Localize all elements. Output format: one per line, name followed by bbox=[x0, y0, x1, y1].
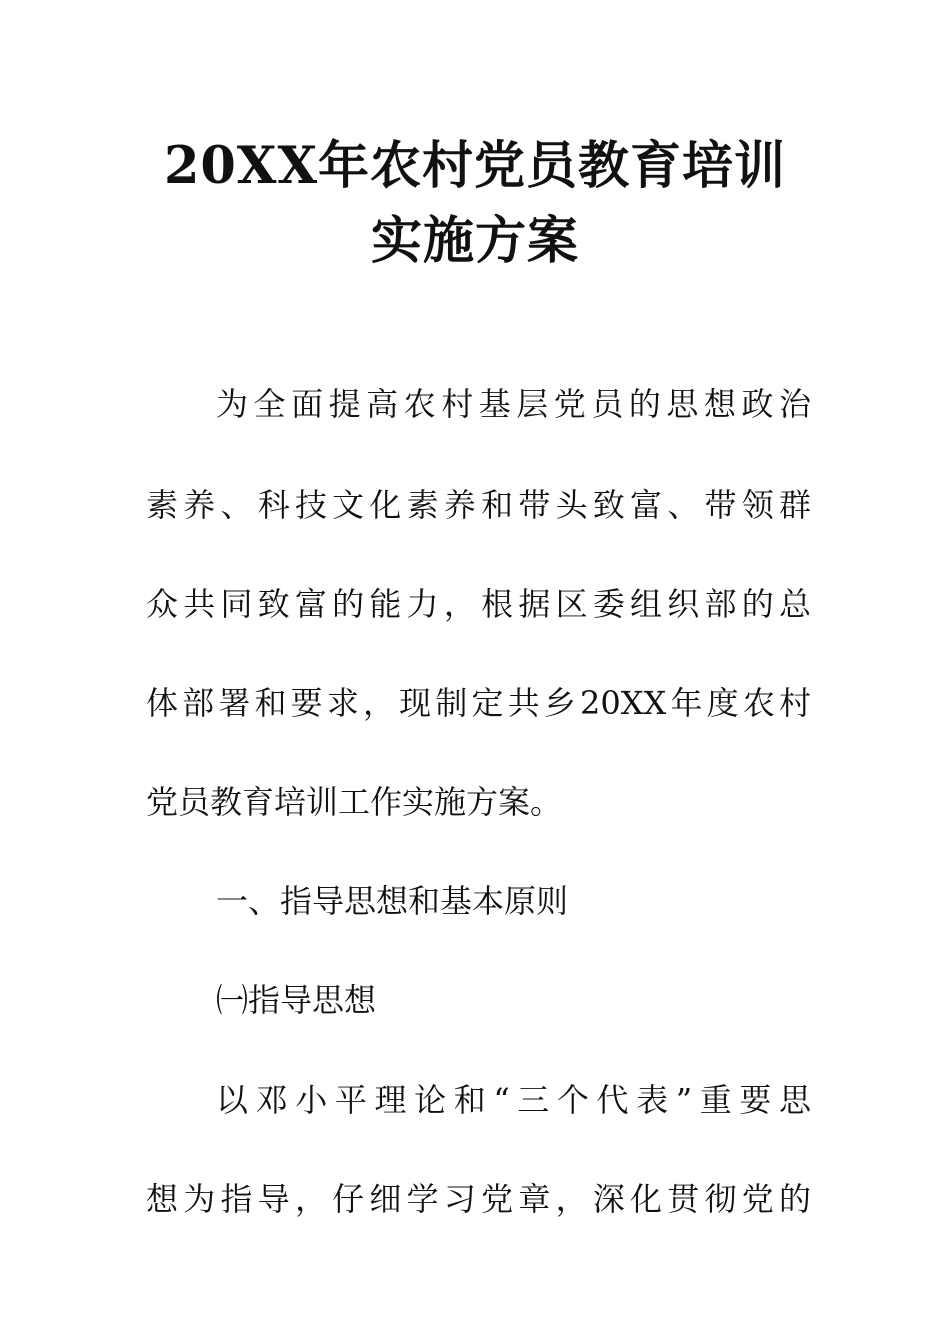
document-title-line-1: 20XX年农村党员教育培训 bbox=[163, 136, 787, 196]
document-title-line-2: 实施方案 bbox=[370, 211, 579, 271]
paragraph-1-line-3: 众共同致富的能力，根据区委组织部的总 bbox=[146, 585, 811, 623]
paragraph-1-line-1: 为全面提高农村基层党员的思想政治 bbox=[216, 385, 811, 423]
subsection-heading: ㈠指导思想 bbox=[216, 981, 377, 1019]
section-heading: 一、指导思想和基本原则 bbox=[216, 882, 569, 920]
paragraph-1-line-4: 体部署和要求，现制定共乡20XX年度农村 bbox=[146, 684, 811, 722]
paragraph-1-line-2: 素养、科技文化素养和带头致富、带领群 bbox=[146, 486, 811, 524]
paragraph-2-line-1: 以邓小平理论和“三个代表”重要思 bbox=[216, 1081, 811, 1119]
paragraph-1-line-5: 党员教育培训工作实施方案。 bbox=[146, 783, 563, 821]
paragraph-2-line-2: 想为指导，仔细学习党章，深化贯彻党的 bbox=[146, 1180, 811, 1218]
